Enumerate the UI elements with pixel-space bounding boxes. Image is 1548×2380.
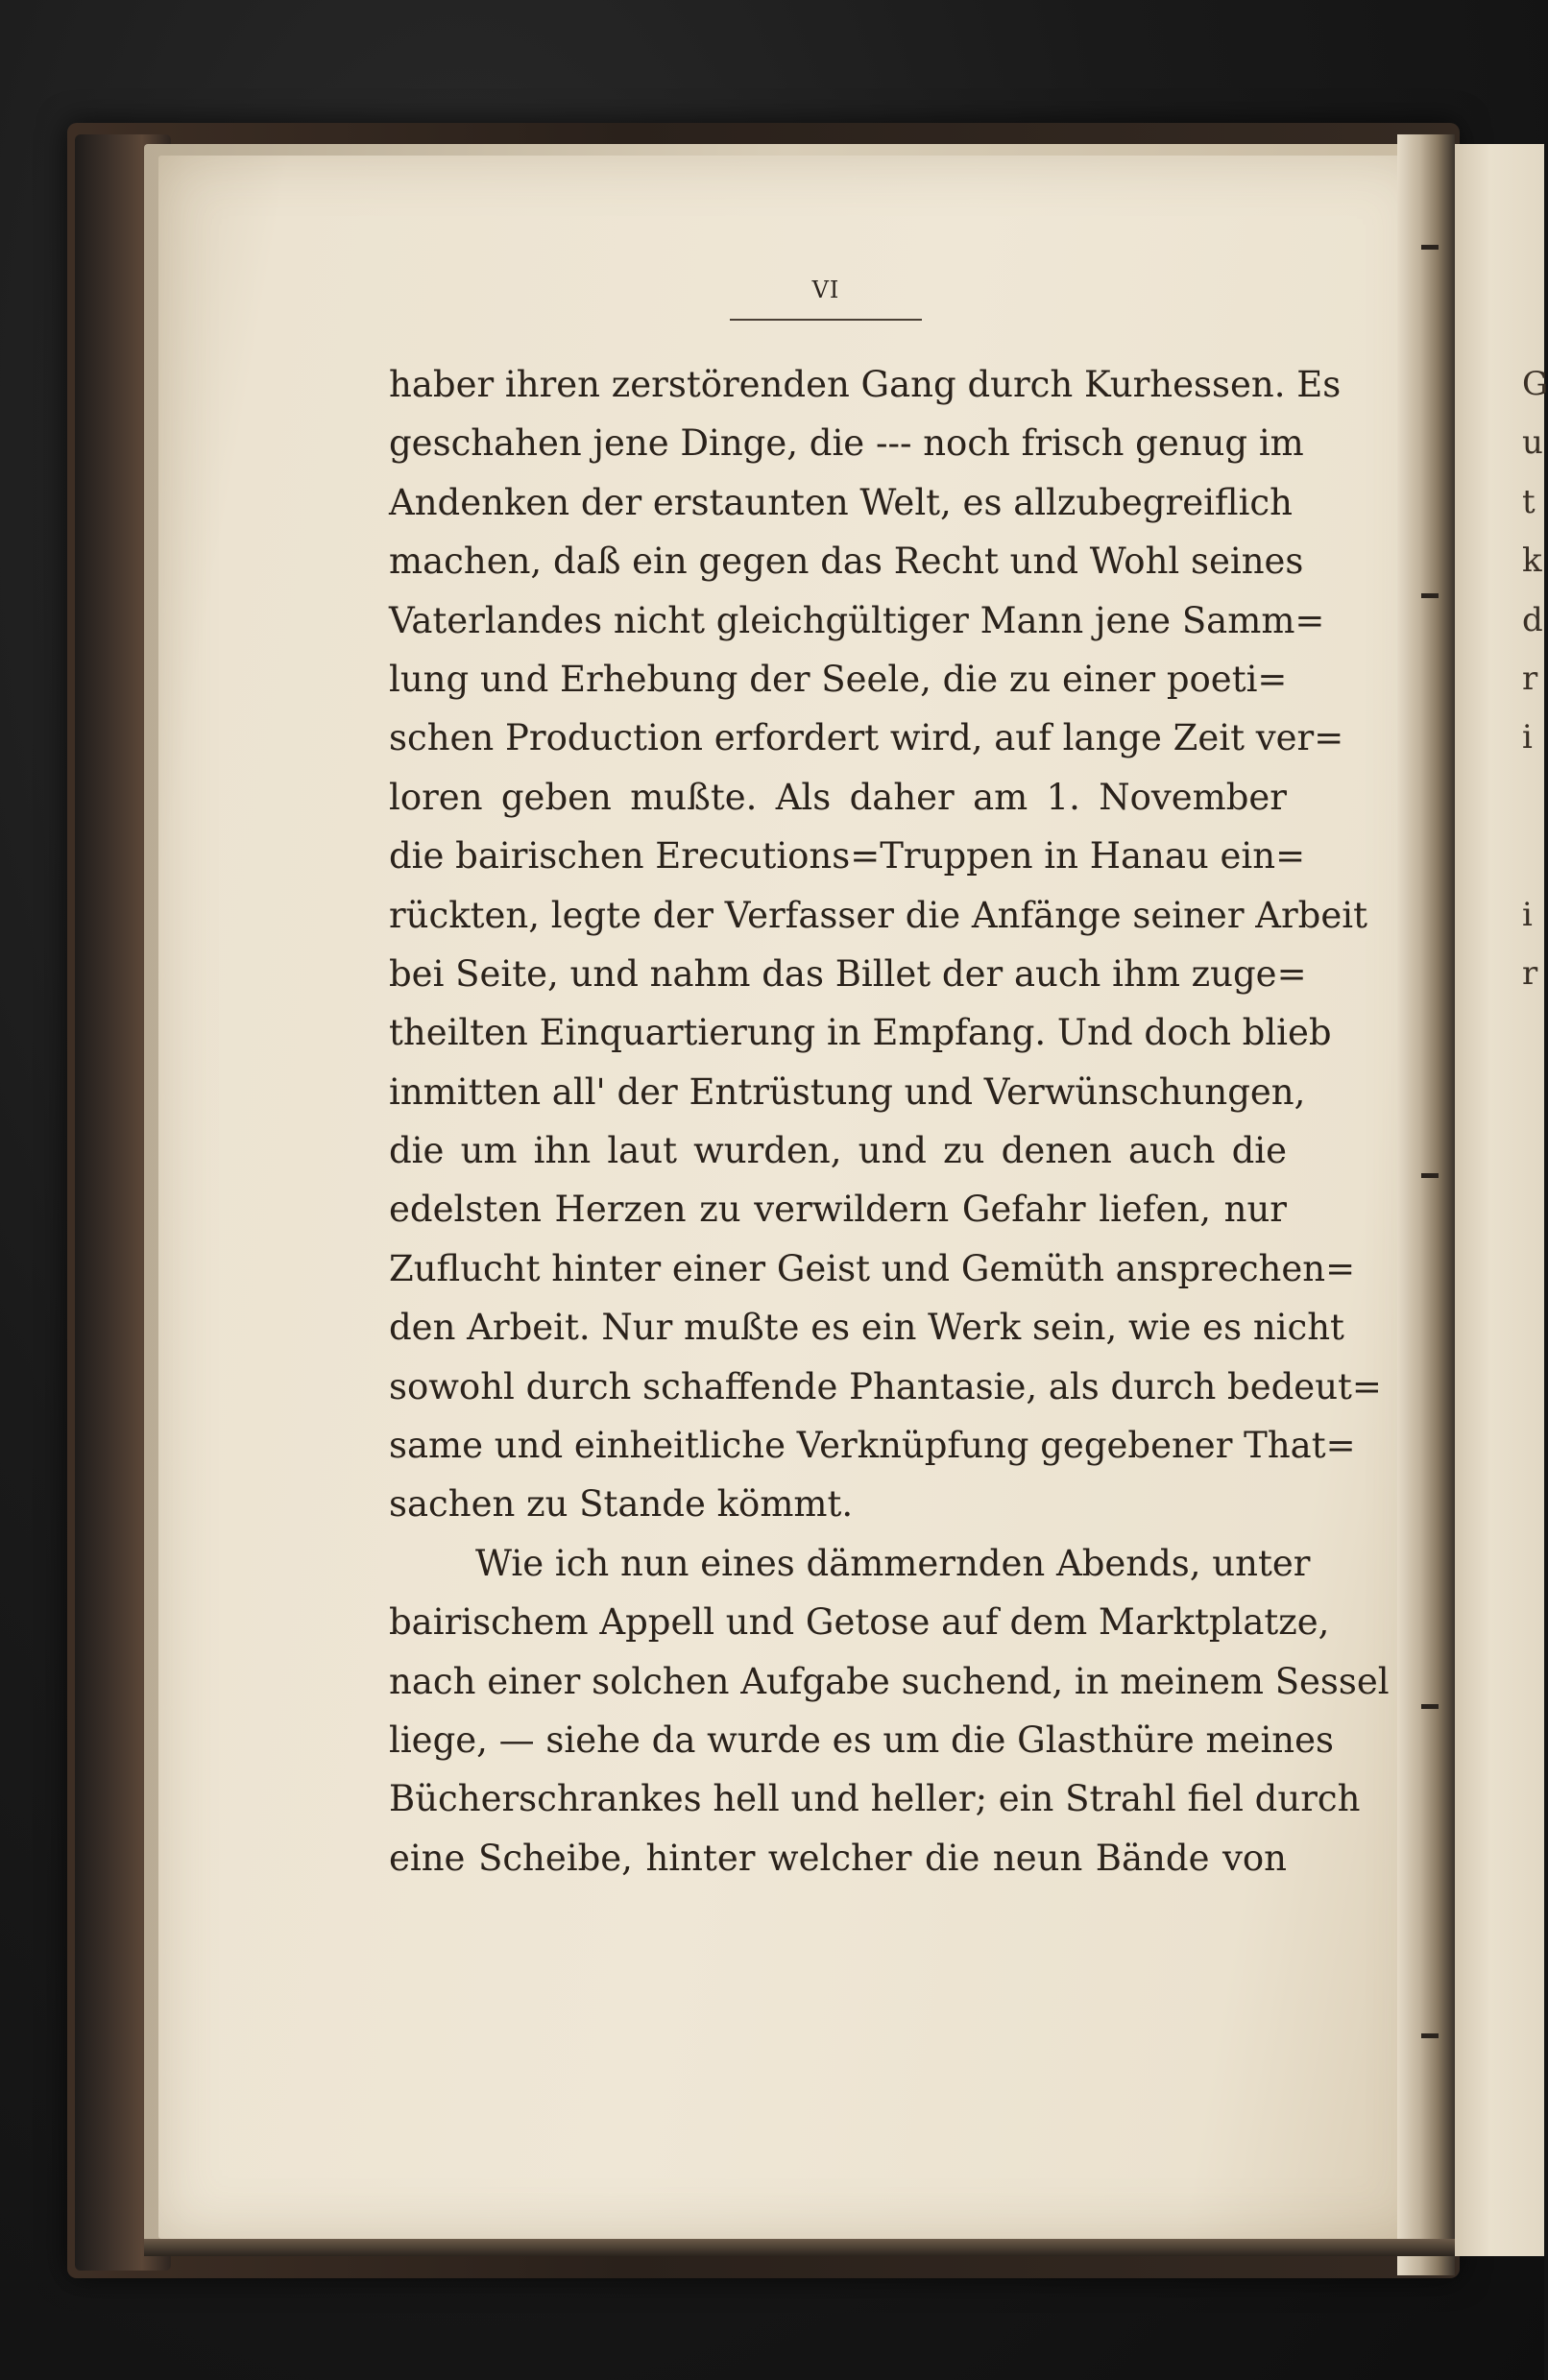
text-line: schen Production erfordert wird, auf lange Zeit ver= xyxy=(389,717,1344,759)
facing-fragment: i xyxy=(1522,718,1533,757)
text-line: nach einer solchen Aufgabe suchend, in meinem Sessel xyxy=(389,1660,1390,1702)
text-line: liege, — siehe da wurde es um die Glasthüre meines xyxy=(389,1719,1335,1761)
text-line: Zuflucht hinter einer Geist und Gemüth ansprechen= xyxy=(389,1247,1356,1289)
facing-fragment: r xyxy=(1522,953,1538,993)
text-line: die um ihn laut wurden, und zu denen auch die xyxy=(389,1130,1287,1172)
facing-fragment: i xyxy=(1522,895,1533,934)
text-line: edelsten Herzen zu verwildern Gefahr liefen, nur xyxy=(389,1189,1287,1231)
book-gutter xyxy=(1397,134,1455,2275)
text-line: same und einheitliche Verknüpfung gegebener That= xyxy=(389,1425,1356,1467)
gutter-stitch-mark xyxy=(1421,2033,1439,2038)
text-line: machen, daß ein gegen das Recht und Wohl seines xyxy=(389,541,1304,583)
facing-fragment: d xyxy=(1522,600,1543,639)
text-line: sowohl durch schaffende Phantasie, als durch bedeut= xyxy=(389,1365,1382,1407)
gutter-stitch-mark xyxy=(1421,593,1439,598)
text-line: Vaterlandes nicht gleichgültiger Mann jene Samm= xyxy=(389,599,1325,641)
text-line: haber ihren zerstörenden Gang durch Kurhessen. Es xyxy=(389,364,1342,405)
text-line: Bücherschrankes hell und heller; ein Strahl fiel durch xyxy=(389,1778,1361,1820)
text-line: eine Scheibe, hinter welcher die neun Bände von xyxy=(389,1837,1287,1879)
text-line: Andenken der erstaunten Welt, es allzubegreiflich xyxy=(389,481,1293,523)
text-line: loren geben mußte. Als daher am 1. November xyxy=(389,776,1287,818)
gutter-stitch-mark xyxy=(1421,245,1439,250)
text-line: die bairischen Erecutions=Truppen in Hanau ein= xyxy=(389,835,1306,877)
facing-fragment: u xyxy=(1522,423,1543,463)
text-line: bei Seite, und nahm das Billet der auch ihm zuge= xyxy=(389,952,1307,995)
gutter-stitch-mark xyxy=(1421,1704,1439,1709)
body-text xyxy=(389,355,1390,1887)
text-line: theilten Einquartierung in Empfang. Und doch blieb xyxy=(389,1012,1332,1054)
gutter-stitch-mark xyxy=(1421,1173,1439,1178)
text-line: geschahen jene Dinge, die --- noch frisch genug im xyxy=(389,422,1304,465)
text-line: inmitten all' der Entrüstung und Verwünschungen, xyxy=(389,1070,1306,1113)
text-line: bairischem Appell und Getose auf dem Marktplatze, xyxy=(389,1601,1330,1644)
facing-fragment: G xyxy=(1522,365,1548,403)
text-line: lung und Erhebung der Seele, die zu einer poeti= xyxy=(389,658,1288,700)
text-line-paragraph-start: Wie ich nun eines dämmernden Abends, unter xyxy=(475,1542,1311,1584)
facing-fragment: r xyxy=(1522,659,1538,698)
facing-fragment: k xyxy=(1522,541,1542,581)
facing-fragment xyxy=(1522,768,1544,827)
text-line-paragraph-end: sachen zu Stande kömmt. xyxy=(389,1483,854,1526)
facing-fragment: t xyxy=(1522,482,1536,521)
page-bottom-edge xyxy=(144,2239,1455,2256)
page-number: VI xyxy=(811,276,840,303)
text-line: den Arbeit. Nur mußte es ein Werk sein, wie es nicht xyxy=(389,1307,1344,1349)
facing-page-text-fragments xyxy=(1522,355,1548,1003)
facing-fragment xyxy=(1522,827,1544,885)
header-rule xyxy=(730,319,922,321)
text-line: rückten, legte der Verfasser die Anfänge seiner Arbeit xyxy=(389,894,1367,936)
